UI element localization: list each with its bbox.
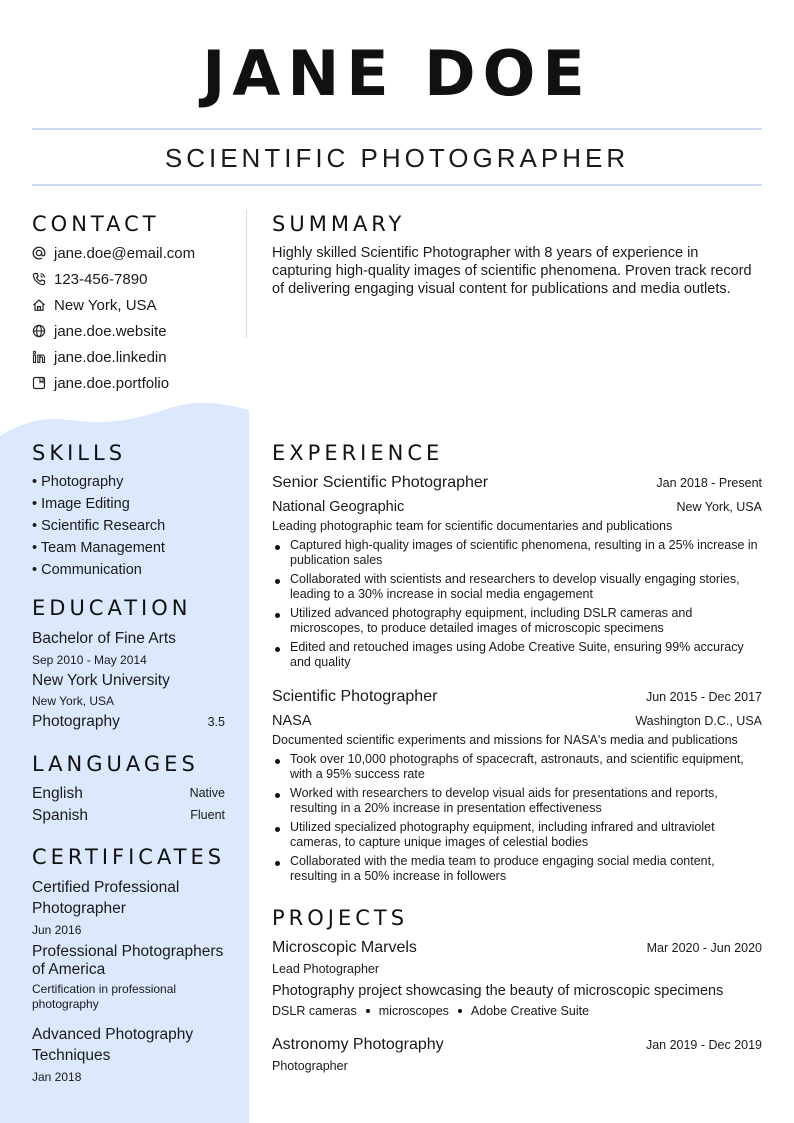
project-description-1: Photography project showcasing the beauty of microscopic specimens xyxy=(272,983,724,999)
separator-dot xyxy=(366,1009,370,1013)
list-item: Collaborated with the media team to produce engaging social media content, resulting in a 50% increase in followers xyxy=(272,854,762,884)
education-gpa: 3.5 xyxy=(207,715,225,729)
contact-phone[interactable] xyxy=(32,269,147,289)
languages-heading: LANGUAGES xyxy=(32,752,199,776)
project-dates-1: Mar 2020 - Jun 2020 xyxy=(646,941,762,955)
linkedin-icon xyxy=(32,350,46,364)
contact-phone-text: 123-456-7890 xyxy=(54,270,148,288)
contact-email-text: jane.doe@email.com xyxy=(54,244,196,262)
job-bullets-1 xyxy=(272,538,762,674)
at-icon xyxy=(32,246,46,260)
candidate-name: JANE DOE xyxy=(202,37,592,110)
contact-location-text: New York, USA xyxy=(54,296,157,314)
education-dates: Sep 2010 - May 2014 xyxy=(32,653,147,667)
portfolio-icon xyxy=(32,376,46,390)
project-role-2: Photographer xyxy=(272,1059,348,1073)
project-role-1: Lead Photographer xyxy=(272,962,380,976)
job-location-2: Washington D.C., USA xyxy=(635,714,762,728)
job-company-1: National Geographic xyxy=(272,499,405,515)
certificate-detail: photography xyxy=(32,997,99,1011)
contact-portfolio[interactable] xyxy=(32,373,169,393)
education-school: New York University xyxy=(32,672,170,689)
job-dates-2: Jun 2015 - Dec 2017 xyxy=(645,690,762,704)
skill-item: • Communication xyxy=(32,562,142,578)
contact-location xyxy=(32,295,157,315)
contact-heading: CONTACT xyxy=(32,212,160,236)
job-title-2: Scientific Photographer xyxy=(272,688,438,705)
summary-heading: SUMMARY xyxy=(272,212,406,236)
certificate-detail: Jan 2018 xyxy=(32,1070,82,1084)
project-title-2: Astronomy Photography xyxy=(272,1036,444,1053)
contact-linkedin-text: jane.doe.linkedin xyxy=(54,348,167,366)
skill-item: • Team Management xyxy=(32,540,165,556)
header-rule-bottom xyxy=(32,184,762,186)
contact-website[interactable] xyxy=(32,321,167,341)
tag: microscopes xyxy=(378,1004,449,1018)
language-level: Fluent xyxy=(190,808,225,822)
project-tags-1 xyxy=(272,1002,589,1020)
phone-icon xyxy=(32,272,46,286)
column-divider xyxy=(246,210,247,338)
job-description-2: Documented scientific experiments and missions for NASA's media and publications xyxy=(272,733,738,747)
job-title: SCIENTIFIC PHOTOGRAPHER xyxy=(164,143,630,173)
tag: DSLR cameras xyxy=(272,1004,357,1018)
skills-heading: SKILLS xyxy=(32,441,127,465)
list-item: Edited and retouched images using Adobe Creative Suite, ensuring 99% accuracy and quality xyxy=(272,640,762,670)
job-bullets-2 xyxy=(272,752,762,888)
summary-text: Highly skilled Scientific Photographer with 8 years of experience in capturing high-quality images of scientific phenomena. Proven track record of delivering engaging visual content for publications and media outlets. xyxy=(272,245,752,297)
skill-item: • Image Editing xyxy=(32,496,130,512)
certificate-title: Professional Photographers xyxy=(32,943,224,960)
certificate-title: Techniques xyxy=(32,1047,111,1064)
language-name: English xyxy=(32,785,83,802)
separator-dot xyxy=(458,1009,462,1013)
certificate-title: Advanced Photography xyxy=(32,1026,194,1043)
list-item: Worked with researchers to develop visual aids for presentations and reports, resulting in a 20% increase in presentation effectiveness xyxy=(272,786,762,816)
language-level: Native xyxy=(189,786,225,800)
list-item: Took over 10,000 photographs of spacecraft, astronauts, and scientific equipment, with a 95% success rate xyxy=(272,752,762,782)
job-location-1: New York, USA xyxy=(676,500,762,514)
certificate-title: Certified Professional xyxy=(32,879,180,896)
project-title-1: Microscopic Marvels xyxy=(272,939,417,956)
education-degree: Bachelor of Fine Arts xyxy=(32,630,176,647)
job-company-2: NASA xyxy=(272,713,312,729)
education-heading: EDUCATION xyxy=(32,596,192,620)
certificate-title: Photographer xyxy=(32,900,126,917)
skill-item: • Scientific Research xyxy=(32,518,166,534)
tag: Adobe Creative Suite xyxy=(470,1004,590,1018)
header-rule-top xyxy=(32,128,762,130)
education-location: New York, USA xyxy=(32,694,115,708)
contact-website-text: jane.doe.website xyxy=(54,322,167,340)
projects-heading: PROJECTS xyxy=(272,906,409,930)
contact-portfolio-text: jane.doe.portfolio xyxy=(54,374,170,392)
education-field: Photography xyxy=(32,713,120,730)
certificate-detail: Jun 2016 xyxy=(32,923,82,937)
contact-linkedin[interactable] xyxy=(32,347,167,367)
job-title-1: Senior Scientific Photographer xyxy=(272,474,489,491)
certificates-heading: CERTIFICATES xyxy=(32,845,226,869)
certificate-title: of America xyxy=(32,961,106,978)
experience-heading: EXPERIENCE xyxy=(272,441,444,465)
globe-icon xyxy=(32,324,46,338)
job-dates-1: Jan 2018 - Present xyxy=(656,476,762,490)
language-name: Spanish xyxy=(32,807,89,824)
list-item: Utilized advanced photography equipment, including DSLR cameras and microscopes, to produce detailed images of microscopic specimens xyxy=(272,606,762,636)
project-dates-2: Jan 2019 - Dec 2019 xyxy=(645,1038,762,1052)
skill-item: • Photography xyxy=(32,474,124,490)
job-description-1: Leading photographic team for scientific documentaries and publications xyxy=(272,519,673,533)
home-icon xyxy=(32,298,46,312)
list-item: Utilized specialized photography equipment, including infrared and ultraviolet cameras, to capture unique images of celestial bodies xyxy=(272,820,762,850)
list-item: Captured high-quality images of scientific phenomena, resulting in a 25% increase in publication sales xyxy=(272,538,762,568)
certificate-detail: Certification in professional xyxy=(32,982,177,996)
contact-email[interactable] xyxy=(32,243,195,263)
list-item: Collaborated with scientists and researchers to develop visually engaging stories, leading to a 30% increase in social media engagement xyxy=(272,572,762,602)
